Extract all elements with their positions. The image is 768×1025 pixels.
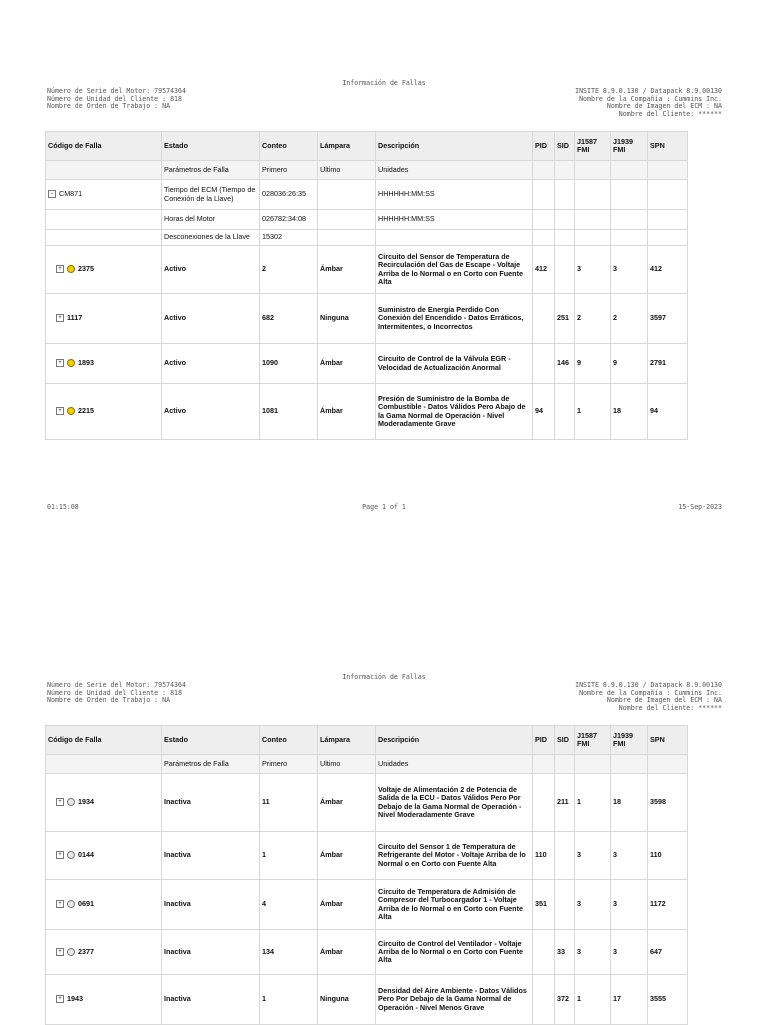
- fault-lampara: Ninguna: [318, 294, 376, 344]
- grey-lamp-icon: [67, 798, 75, 806]
- work-order: Nombre de Orden de Trabajo : NA: [47, 102, 171, 111]
- fault-code: 0691: [78, 899, 94, 909]
- col-j1939[interactable]: J1939 FMI: [611, 132, 648, 161]
- param-name: Horas del Motor: [162, 210, 260, 230]
- table-row[interactable]: [46, 294, 688, 344]
- sub-parametros: Parámetros de Falla: [162, 161, 260, 180]
- fault-j1587: 1: [575, 774, 611, 832]
- fault-pid: 110: [533, 832, 555, 880]
- fault-spn: 647: [648, 930, 688, 975]
- fault-sid: [555, 384, 575, 440]
- fault-spn: 2791: [648, 344, 688, 384]
- fault-estado: Activo: [162, 246, 260, 294]
- fault-estado: Activo: [162, 384, 260, 440]
- sub-parametros: Parámetros de Falla: [162, 755, 260, 774]
- sub-unidades: Unidades: [376, 161, 533, 180]
- param-name: Desconexiones de la Llave: [162, 230, 260, 246]
- customer-name: Nombre del Cliente: ******: [618, 109, 722, 118]
- fault-j1587: 2: [575, 294, 611, 344]
- fault-descripcion: Circuito del Sensor 1 de Temperatura de Refrigerante del Motor - Voltaje Arriba de lo Normal o en Corto con Fuente Alta: [378, 843, 526, 868]
- col-conteo[interactable]: Conteo: [260, 132, 318, 161]
- customer-unit: Número de Unidad del Cliente : 818: [47, 688, 182, 697]
- fault-estado: Inactiva: [162, 832, 260, 880]
- fault-pid: [533, 344, 555, 384]
- fault-spn: 110: [648, 832, 688, 880]
- footer-time: 01:15:08: [47, 503, 79, 511]
- fault-descripcion: Suministro de Energía Perdido Con Conexión del Encendido - Datos Erráticos, Intermitentes, o Incorrectos: [378, 306, 524, 331]
- fault-spn: 94: [648, 384, 688, 440]
- col-estado[interactable]: Estado: [162, 726, 260, 755]
- fault-conteo: 4: [260, 880, 318, 930]
- plus-box-icon[interactable]: +: [56, 851, 64, 859]
- fault-sid: 211: [555, 774, 575, 832]
- table-row[interactable]: [46, 344, 688, 384]
- fault-pid: [533, 774, 555, 832]
- col-spn[interactable]: SPN: [648, 726, 688, 755]
- table-row[interactable]: [46, 975, 688, 1025]
- plus-box-icon[interactable]: +: [56, 359, 64, 367]
- fault-j1939: 3: [611, 246, 648, 294]
- fault-estado: Inactiva: [162, 975, 260, 1025]
- fault-descripcion: Circuito del Sensor de Temperatura de Recirculación del Gas de Escape - Voltaje Arriba de lo Normal o en Corto con Fuente Alta: [378, 253, 523, 286]
- col-conteo[interactable]: Conteo: [260, 726, 318, 755]
- plus-box-icon[interactable]: +: [56, 798, 64, 806]
- col-j1587[interactable]: J1587 FMI: [575, 132, 611, 161]
- fault-code: 1893: [78, 358, 94, 368]
- footer-date: 15-Sep-2023: [678, 503, 722, 511]
- fault-code: CM871: [59, 189, 83, 199]
- fault-lampara: Ámbar: [318, 384, 376, 440]
- fault-estado: Inactiva: [162, 880, 260, 930]
- fault-conteo: 1090: [260, 344, 318, 384]
- company-name: Nombre de la Compañía : Cummins Inc.: [579, 688, 722, 697]
- param-units: HHHHHH:MM:SS: [376, 180, 533, 210]
- fault-code: 2377: [78, 946, 94, 956]
- subheader-row: [46, 161, 688, 180]
- subheader-row: [46, 755, 688, 774]
- insite-version: INSITE 8.9.0.130 / Datapack 8.9.00130: [575, 681, 722, 689]
- report-title: Información de Fallas: [342, 673, 426, 681]
- fault-code: 1943: [67, 994, 83, 1004]
- col-pid[interactable]: PID: [533, 132, 555, 161]
- fault-lampara: Ámbar: [318, 832, 376, 880]
- fault-j1939: 9: [611, 344, 648, 384]
- fault-lampara: Ámbar: [318, 880, 376, 930]
- plus-box-icon[interactable]: +: [56, 995, 64, 1003]
- table-row[interactable]: [46, 930, 688, 975]
- fault-spn: 3598: [648, 774, 688, 832]
- fault-code: 2375: [78, 264, 94, 274]
- fault-spn: 3597: [648, 294, 688, 344]
- fault-j1587: 3: [575, 880, 611, 930]
- fault-descripcion: Densidad del Aire Ambiente - Datos Válidos Pero Por Debajo de la Gama Normal de Operación - Nivel Menos Grave: [378, 987, 527, 1012]
- fault-j1939: 18: [611, 774, 648, 832]
- fault-conteo: 1: [260, 832, 318, 880]
- fault-sid: 33: [555, 930, 575, 975]
- col-j1587[interactable]: J1587 FMI: [575, 726, 611, 755]
- fault-sid: [555, 832, 575, 880]
- col-lampara[interactable]: Lámpara: [318, 726, 376, 755]
- fault-conteo: 1: [260, 975, 318, 1025]
- table-row[interactable]: [46, 384, 688, 440]
- fault-conteo: 682: [260, 294, 318, 344]
- fault-pid: 412: [533, 246, 555, 294]
- sub-primero: Primero: [260, 161, 318, 180]
- col-j1939[interactable]: J1939 FMI: [611, 726, 648, 755]
- fault-spn: 1172: [648, 880, 688, 930]
- header-left: [47, 88, 186, 111]
- grey-lamp-icon: [67, 948, 75, 956]
- param-value: 026782:34:08: [260, 210, 318, 230]
- fault-pid: [533, 294, 555, 344]
- fault-lampara: Ámbar: [318, 246, 376, 294]
- plus-box-icon[interactable]: +: [56, 407, 64, 415]
- fault-j1587: 9: [575, 344, 611, 384]
- fault-estado: Activo: [162, 344, 260, 384]
- fault-code: 1934: [78, 797, 94, 807]
- grey-lamp-icon: [67, 851, 75, 859]
- company-name: Nombre de la Compañía : Cummins Inc.: [579, 94, 722, 103]
- fault-descripcion: Circuito de Control del Ventilador - Voltaje Arriba de lo Normal o en Corto con Fuente Alta: [378, 939, 523, 965]
- fault-conteo: 134: [260, 930, 318, 975]
- fault-j1939: 3: [611, 880, 648, 930]
- col-sid[interactable]: SID: [555, 132, 575, 161]
- param-value: 028036:26:35: [260, 180, 318, 210]
- fault-pid: [533, 930, 555, 975]
- col-spn[interactable]: SPN: [648, 132, 688, 161]
- sub-ultimo: Ultimo: [318, 161, 376, 180]
- amber-lamp-icon: [67, 265, 75, 273]
- param-units: HHHHHH:MM:SS: [376, 210, 533, 230]
- fault-spn: 3555: [648, 975, 688, 1025]
- fault-table: [45, 725, 688, 1025]
- table-row[interactable]: [46, 774, 688, 832]
- fault-code: 0144: [78, 850, 94, 860]
- fault-descripcion: Circuito de Temperatura de Admisión de Compresor del Turbocargador 1 - Voltaje Arriba de lo Normal o en Corto con Fuente Alta: [378, 888, 523, 921]
- insite-version: INSITE 8.9.0.130 / Datapack 8.9.00130: [575, 87, 722, 95]
- fault-descripcion: Circuito de Control de la Válvula EGR - Velocidad de Actualización Anormal: [378, 355, 511, 372]
- plus-box-icon[interactable]: +: [56, 314, 64, 322]
- fault-j1939: 17: [611, 975, 648, 1025]
- fault-pid: [533, 975, 555, 1025]
- fault-lampara: Ámbar: [318, 930, 376, 975]
- fault-conteo: 1081: [260, 384, 318, 440]
- fault-sid: 251: [555, 294, 575, 344]
- plus-box-icon[interactable]: +: [56, 900, 64, 908]
- ecm-image-name: Nombre de Imagen del ECM : NA: [606, 102, 722, 111]
- fault-j1939: 2: [611, 294, 648, 344]
- work-order: Nombre de Orden de Trabajo : NA: [47, 696, 171, 705]
- header-row: [46, 726, 688, 755]
- fault-sid: 146: [555, 344, 575, 384]
- fault-sid: [555, 880, 575, 930]
- fault-lampara: Ámbar: [318, 344, 376, 384]
- fault-j1587: 3: [575, 832, 611, 880]
- amber-lamp-icon: [67, 359, 75, 367]
- col-codigo[interactable]: Código de Falla: [46, 726, 162, 755]
- footer-page-number: Page 1 of 1: [362, 503, 406, 511]
- fault-descripcion: Voltaje de Alimentación 2 de Potencia de Salida de la ECU - Datos Válidos Pero Por Debajo de la Gama Normal de Operación - Nivel Moderadamente Grave: [378, 786, 522, 819]
- minus-box-icon[interactable]: −: [48, 190, 56, 198]
- sub-primero: Primero: [260, 755, 318, 774]
- fault-spn: 412: [648, 246, 688, 294]
- report-title: Información de Fallas: [342, 79, 426, 87]
- col-sid[interactable]: SID: [555, 726, 575, 755]
- engine-serial: Número de Serie del Motor: 79574364: [47, 87, 186, 95]
- fault-lampara: Ninguna: [318, 975, 376, 1025]
- fault-j1939: 3: [611, 832, 648, 880]
- table-row[interactable]: [46, 832, 688, 880]
- fault-j1587: 1: [575, 975, 611, 1025]
- amber-lamp-icon: [67, 407, 75, 415]
- fault-conteo: 2: [260, 246, 318, 294]
- fault-j1587: 3: [575, 246, 611, 294]
- table-row[interactable]: [46, 880, 688, 930]
- fault-lampara: Ámbar: [318, 774, 376, 832]
- sub-ultimo: Ultimo: [318, 755, 376, 774]
- table-row[interactable]: [46, 246, 688, 294]
- col-estado[interactable]: Estado: [162, 132, 260, 161]
- fault-estado: Inactiva: [162, 930, 260, 975]
- header-right: [575, 88, 722, 118]
- ecm-image-name: Nombre de Imagen del ECM : NA: [606, 696, 722, 705]
- param-row: [46, 210, 688, 230]
- fault-conteo: 11: [260, 774, 318, 832]
- col-descripcion[interactable]: Descripción: [376, 726, 533, 755]
- fault-j1587: 1: [575, 384, 611, 440]
- engine-serial: Número de Serie del Motor: 79574364: [47, 681, 186, 689]
- fault-pid: 351: [533, 880, 555, 930]
- fault-sid: [555, 246, 575, 294]
- fault-code: 1117: [67, 313, 83, 323]
- fault-code: 2215: [78, 406, 94, 416]
- fault-j1587: 3: [575, 930, 611, 975]
- customer-unit: Número de Unidad del Cliente : 818: [47, 94, 182, 103]
- param-row: [46, 180, 688, 210]
- col-descripcion[interactable]: Descripción: [376, 132, 533, 161]
- fault-estado: Inactiva: [162, 774, 260, 832]
- fault-sid: 372: [555, 975, 575, 1025]
- fault-j1939: 18: [611, 384, 648, 440]
- col-pid[interactable]: PID: [533, 726, 555, 755]
- param-value: 15302: [260, 230, 318, 246]
- grey-lamp-icon: [67, 900, 75, 908]
- sub-unidades: Unidades: [376, 755, 533, 774]
- param-name: Tiempo del ECM (Tiempo de Conexión de la Llave): [162, 180, 260, 210]
- customer-name: Nombre del Cliente: ******: [618, 703, 722, 712]
- plus-box-icon[interactable]: +: [56, 265, 64, 273]
- fault-descripcion: Presión de Suministro de la Bomba de Combustible - Datos Válidos Pero Abajo de la Gama Normal de Operación - Nivel Moderadamente Grave: [378, 395, 526, 428]
- plus-box-icon[interactable]: +: [56, 948, 64, 956]
- col-codigo[interactable]: Código de Falla: [46, 132, 162, 161]
- fault-table: [45, 131, 688, 440]
- fault-estado: Activo: [162, 294, 260, 344]
- header-left: [47, 682, 186, 705]
- col-lampara[interactable]: Lámpara: [318, 132, 376, 161]
- fault-pid: 94: [533, 384, 555, 440]
- fault-j1939: 3: [611, 930, 648, 975]
- param-row: [46, 230, 688, 246]
- header-row: [46, 132, 688, 161]
- header-right: [575, 682, 722, 712]
